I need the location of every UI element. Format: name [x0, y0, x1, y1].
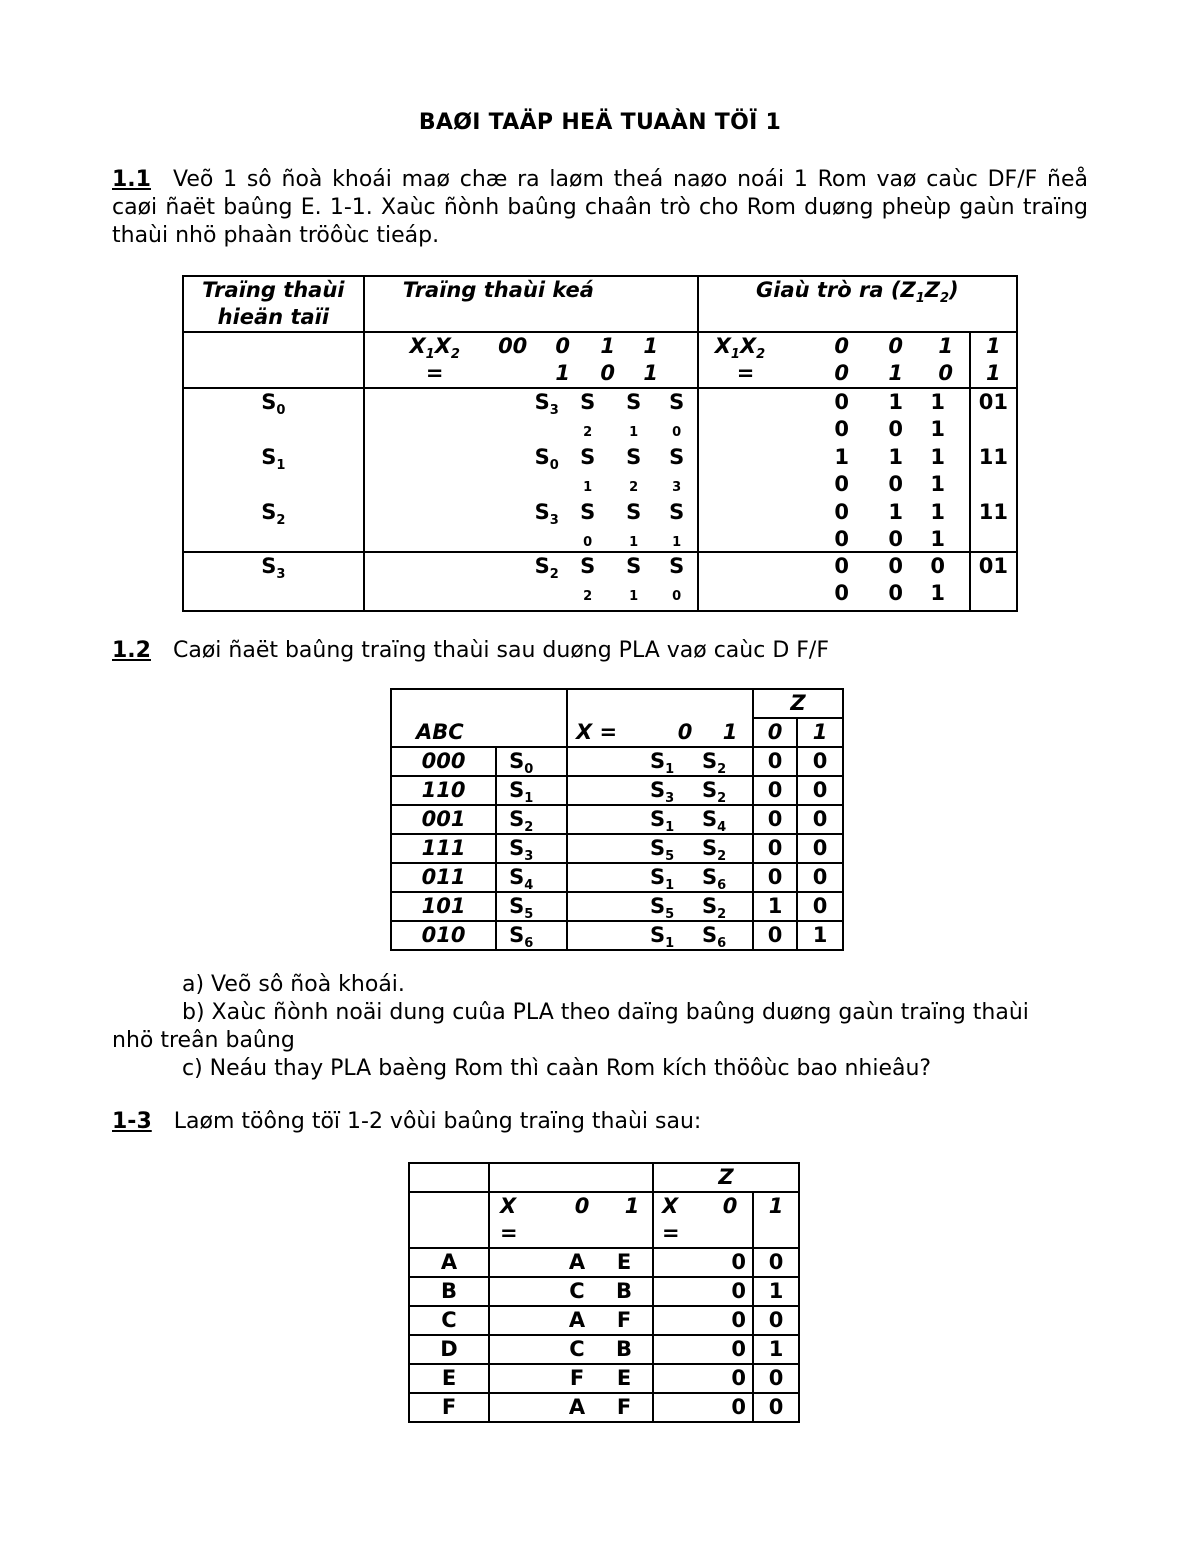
table-row: 110 $S_1$ $S_3$ $S_2$ 0 0: [391, 776, 843, 805]
table-row: F A F 0 0: [409, 1393, 799, 1422]
next-states-group: $S_3$ S 2 S 1 S 0 $S_0$ S 1 S 2 S 3 $S_3$ S 0 S 1 S 1: [364, 388, 698, 552]
header-z0: 0: [753, 718, 797, 747]
table-row: A A E 0 0: [409, 1248, 799, 1277]
header-z: Z: [753, 689, 843, 718]
header-present-state: Traïng thaùi hieän taïi: [183, 276, 364, 332]
header-output: Giaù trò ra $(Z_1Z_2)$: [698, 276, 1017, 332]
subheader-x: X = 0 1: [489, 1192, 653, 1248]
subheader-empty: [409, 1192, 489, 1248]
present-state-s3: $S_3$: [183, 552, 364, 611]
table-row: D C B 0 1: [409, 1335, 799, 1364]
col-00: 00: [498, 334, 528, 358]
header-x: X = 0 1: [567, 689, 753, 747]
table-row: 001 $S_2$ $S_1$ $S_4$ 0 0: [391, 805, 843, 834]
subheader-output-inputs: $X_1X_2$ = 0 0 0 1 1 0: [698, 332, 970, 388]
present-states-group: $S_0$ $S_1$ $S_2$: [183, 388, 364, 552]
exercise-description: Veõ 1 sô ñoà khoái maø chæ ra laøm theá naøo noái 1 Rom vaø caùc DF/F ñeå caøi ñaët baûng E. 1-1. Xaùc ñònh baûng chaân trò cho Rom duøng pheùp gaùn traïng thaùi nhö phaàn tröôùc tieáp.: [112, 167, 1088, 248]
table-row: 101 $S_5$ $S_5$ $S_2$ 1 0: [391, 892, 843, 921]
table-row: E F E 0 0: [409, 1364, 799, 1393]
state-table-1-3: [408, 1162, 800, 1423]
exercise-number: 1.1: [112, 167, 151, 192]
subheader-empty: [183, 332, 364, 388]
header-empty-2: [489, 1163, 653, 1192]
item-b-line1: b) Xaùc ñònh noäi dung cuûa PLA theo daïng baûng duøng gaùn traïng thaùi: [182, 1000, 1029, 1025]
output-s3: 0 0 0 0 0 1: [698, 552, 970, 611]
exercise-description: Laøm töông töï 1-2 vôùi baûng traïng thaùi sau:: [173, 1109, 702, 1134]
table-row: 011 $S_4$ $S_1$ $S_6$ 0 0: [391, 863, 843, 892]
next-state-s3: $S_2$ S 2 S 1 S 0: [364, 552, 698, 611]
table-row: C A F 0 0: [409, 1306, 799, 1335]
exercise-1-2-text: [112, 637, 1088, 665]
table-row: 111 $S_3$ $S_5$ $S_2$ 0 0: [391, 834, 843, 863]
table-row: B C B 0 1: [409, 1277, 799, 1306]
exercise-1-1-text: [112, 166, 1088, 250]
header-empty-1: [409, 1163, 489, 1192]
header-abc: ABC: [391, 689, 567, 747]
outputs-group: 0 0 1 0 1 1 1 0 1 0 1 1 0 0 1 0 1 1: [698, 388, 970, 552]
header-next-state: Traïng thaùi keá: [364, 276, 698, 332]
col-01: 0 1: [555, 334, 570, 385]
item-b-line2: nhö treân baûng: [112, 1028, 295, 1053]
state-table-1-1: [182, 275, 1018, 612]
col-10: 1 0: [600, 334, 615, 385]
header-z1: 1: [797, 718, 843, 747]
exercise-number: 1-3: [112, 1109, 152, 1134]
outputs-last-group: 01 11 11: [970, 388, 1017, 552]
exercise-description: Caøi ñaët baûng traïng thaùi sau duøng PLA vaø caùc D F/F: [172, 638, 829, 663]
exercise-number: 1.2: [112, 638, 151, 663]
col-11: 1 1: [643, 334, 658, 385]
item-c: c) Neáu thay PLA baèng Rom thì caàn Rom kích thöôùc bao nhieâu?: [182, 1056, 932, 1081]
page-title: BAØI TAÄP HEÄ TUAÀN TÖÏ 1: [418, 110, 782, 135]
item-a: a) Veõ sô ñoà khoái.: [182, 972, 405, 997]
table-row: 010 $S_6$ $S_1$ $S_6$ 0 1: [391, 921, 843, 950]
subheader-next-inputs: $X_1X_2$ = 00 0 1 1 0 1 1: [364, 332, 698, 388]
subheader-z1: 1: [753, 1192, 799, 1248]
state-table-1-2: [390, 688, 844, 951]
exercise-1-3-text: [112, 1108, 1088, 1136]
subheader-output-last: 1 1: [970, 332, 1017, 388]
subheader-z-x: X = 0: [653, 1192, 753, 1248]
table-row: 000 $S_0$ $S_1$ $S_2$ 0 0: [391, 747, 843, 776]
header-z: Z: [653, 1163, 799, 1192]
output-last-s3: 01: [970, 552, 1017, 611]
